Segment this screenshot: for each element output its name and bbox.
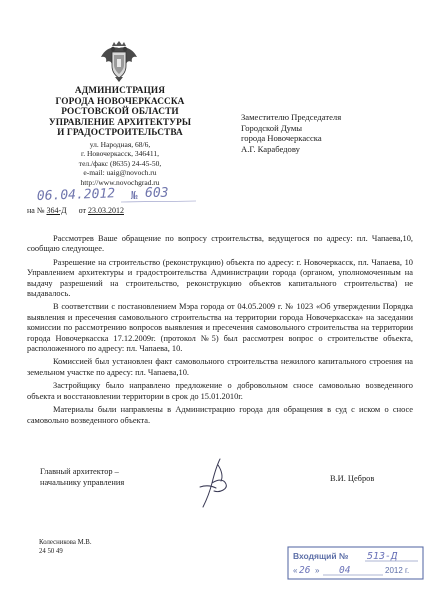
- body-paragraph: Материалы были направлены в Администрацию города для обращения в суд с иском о сносе самовольно возведенного объекта.: [27, 405, 413, 425]
- handwritten-registration: [33, 183, 203, 207]
- address-line: ул. Народная, 68/6,: [89, 139, 151, 149]
- recipient-block: [241, 112, 421, 155]
- stamp-year: 2012 г.: [385, 566, 410, 575]
- recipient-line: города Новочеркасска: [241, 133, 322, 144]
- signatory-position-line: начальнику управления: [40, 477, 125, 487]
- body-paragraph: В соответствии с постановлением Мэра города от 04.05.2009 г. № 1023 «Об утверждении Порядка выявления и пресечения самовольного строительства на территории города Новочеркасска» на заседании комиссии по рассмотрению вопросов выявления и пресечения самовольного строительства на территории города Новочеркасска 17.12.2009г. (протокол №5) был рассмотрен вопрос о строительстве объекта, расположенного по адресу: пл. Чапаева, 10.: [27, 302, 413, 354]
- letter-body: [27, 234, 413, 429]
- body-paragraph: Разрешение на строительство (реконструкцию) объекта по адресу: г. Новочеркасск, пл. Чапаева, 10 Управлением архитектуры и градостроительства Администрации города (органом, уполномоченным на выдачу разрешений на строительство, реконструкцию объектов капитального строительства) не выдавалось.: [27, 257, 413, 299]
- handwritten-number-label: №: [131, 189, 138, 202]
- handwritten-date: 06.04.2012: [36, 186, 116, 204]
- coat-of-arms-emblem: [97, 39, 141, 83]
- address-line: e-mail: uaig@novoch.ru: [83, 168, 157, 178]
- sender-letterhead: [30, 86, 210, 187]
- body-paragraph: Комиссией был установлен факт самовольного строительства нежилого капитального строения на земельном участке по адресу: пл. Чапаева,10.: [27, 357, 413, 377]
- reference-number-prefix: на №: [27, 206, 45, 215]
- stamp-month: 04: [339, 565, 351, 576]
- reference-date-prefix: от: [78, 206, 86, 215]
- recipient-line: Заместителю Председателя: [241, 112, 342, 122]
- svg-text:«: «: [293, 566, 298, 575]
- body-paragraph: Застройщику было направлено предложение о добровольном сносе самовольно возведенного объекта и восстановлении территории в срок до 15.01.2010г.: [27, 381, 413, 401]
- signatory-position: [40, 467, 190, 488]
- signatory-name: В.И. Цебров: [330, 474, 375, 483]
- executor-name: Колесникова М.В.: [39, 539, 92, 546]
- sender-address: [30, 140, 210, 187]
- stamp-label: Входящий №: [293, 551, 349, 561]
- stamp-day: 26: [299, 565, 311, 576]
- reference-date: 23.03.2012: [87, 206, 124, 215]
- handwritten-signature: [190, 457, 240, 513]
- recipient-line: Городской Думы: [241, 122, 303, 133]
- recipient-line: А.Г. Карабедову: [241, 144, 300, 155]
- org-name-line: УПРАВЛЕНИЕ АРХИТЕКТУРЫ: [48, 117, 192, 128]
- org-name-line: ГОРОДА НОВОЧЕРКАССКА: [55, 96, 185, 107]
- org-name-line: И ГРАДОСТРОИТЕЛЬСТВА: [57, 128, 183, 139]
- handwritten-number: 603: [145, 186, 169, 201]
- org-name-line: АДМИНИСТРАЦИЯ: [74, 86, 166, 96]
- signatory-position-line: Главный архитектор –: [40, 467, 119, 476]
- address-line: http://www.novochgrad.ru: [80, 177, 160, 187]
- reference-number: 364-Д: [46, 206, 67, 215]
- executor-block: [39, 538, 92, 557]
- address-line: г. Новочеркасск, 346411,: [80, 149, 160, 159]
- body-paragraph: Рассмотрев Ваше обращение по вопросу строительства, ведущегося по адресу: пл. Чапаева,10, сообщаю следующее.: [27, 234, 413, 254]
- executor-phone: 24 50 49: [39, 548, 63, 556]
- svg-text:»: »: [315, 566, 320, 575]
- incoming-stamp: [287, 546, 424, 580]
- stamp-number: 513-Д: [367, 551, 398, 562]
- org-name-line: РОСТОВСКОЙ ОБЛАСТИ: [61, 107, 179, 118]
- address-line: тел./факс (8635) 24-45-50,: [78, 158, 162, 168]
- reference-number-line: [27, 206, 124, 216]
